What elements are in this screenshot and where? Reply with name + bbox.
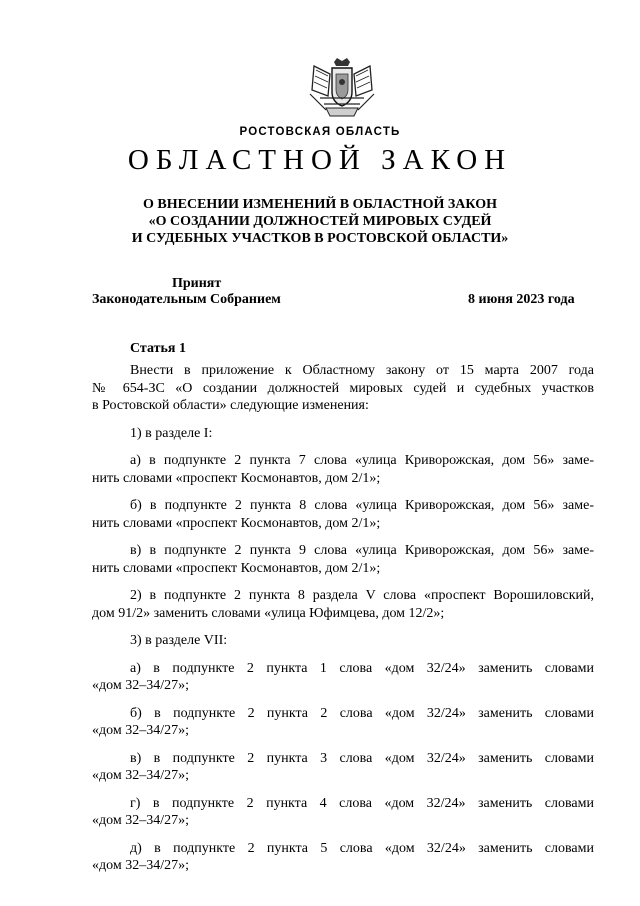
text-line: дом 91/2» заменить словами «улица Юфимцева, дом 12/2»; <box>92 605 445 621</box>
text-line: № 654-ЗС «О создании должностей мировых судей и судебных участков <box>92 380 594 396</box>
text-line: «дом 32–34/27»; <box>92 768 189 783</box>
text-line: 1) в разделе I: <box>130 425 213 441</box>
text-line: «дом 32–34/27»; <box>92 678 189 693</box>
text-line: д) в подпункте 2 пункта 5 слова «дом 32/24» заменить словами <box>130 840 594 856</box>
paragraph <box>92 425 594 443</box>
text-line: Внести в приложение к Областному закону от 15 марта 2007 года <box>130 363 594 378</box>
article-body <box>92 362 594 875</box>
text-line: в Ростовской области» следующие изменения: <box>92 398 369 413</box>
paragraph <box>92 587 594 622</box>
text-line: «дом 32–34/27»; <box>92 858 189 873</box>
text-line: нить словами «проспект Космонавтов, дом 2/1»; <box>92 560 381 576</box>
text-line: в) в подпункте 2 пункта 9 слова «улица Криворожская, дом 56» заме- <box>130 543 594 558</box>
paragraph <box>92 840 594 875</box>
paragraph <box>92 362 594 415</box>
paragraph <box>92 660 594 695</box>
text-line: нить словами «проспект Космонавтов, дом 2/1»; <box>92 470 381 486</box>
rostov-coat-of-arms-icon <box>306 56 378 120</box>
text-line: а) в подпункте 2 пункта 1 слова «дом 32/24» заменить словами <box>130 660 594 676</box>
paragraph <box>92 632 594 650</box>
text-line: «дом 32–34/27»; <box>92 813 189 828</box>
text-line: б) в подпункте 2 пункта 8 слова «улица Криворожская, дом 56» заме- <box>130 498 594 513</box>
region-name: РОСТОВСКАЯ ОБЛАСТЬ <box>239 126 401 138</box>
article-title: Статья 1 <box>130 341 186 356</box>
adoption-date: 8 июня 2023 года <box>468 292 575 307</box>
paragraph <box>92 542 594 577</box>
paragraph <box>92 705 594 740</box>
paragraph <box>92 452 594 487</box>
text-line: в) в подпункте 2 пункта 3 слова «дом 32/24» заменить словами <box>130 750 594 766</box>
text-line: нить словами «проспект Космонавтов, дом 2/1»; <box>92 515 381 531</box>
text-line: 2) в подпункте 2 пункта 8 раздела V слова «проспект Ворошиловский, <box>130 588 594 603</box>
subject-line: И СУДЕБНЫХ УЧАСТКОВ В РОСТОВСКОЙ ОБЛАСТИ» <box>131 231 509 246</box>
text-line: г) в подпункте 2 пункта 4 слова «дом 32/24» заменить словами <box>130 795 594 811</box>
subject-line: О ВНЕСЕНИИ ИЗМЕНЕНИЙ В ОБЛАСТНОЙ ЗАКОН <box>143 197 497 212</box>
paragraph <box>92 750 594 785</box>
paragraph <box>92 795 594 830</box>
subject-line: «О СОЗДАНИИ ДОЛЖНОСТЕЙ МИРОВЫХ СУДЕЙ <box>148 214 492 229</box>
text-line: 3) в разделе VII: <box>130 633 228 648</box>
text-line: б) в подпункте 2 пункта 2 слова «дом 32/24» заменить словами <box>130 705 594 721</box>
law-subject <box>0 196 640 247</box>
adopted-by: Законодательным Собранием <box>92 292 281 307</box>
text-line: «дом 32–34/27»; <box>92 723 189 738</box>
adopted-label: Принят <box>172 276 222 291</box>
text-line: а) в подпункте 2 пункта 7 слова «улица Криворожская, дом 56» заме- <box>130 453 594 468</box>
paragraph <box>92 497 594 532</box>
law-title: ОБЛАСТНОЙ ЗАКОН <box>127 144 513 176</box>
